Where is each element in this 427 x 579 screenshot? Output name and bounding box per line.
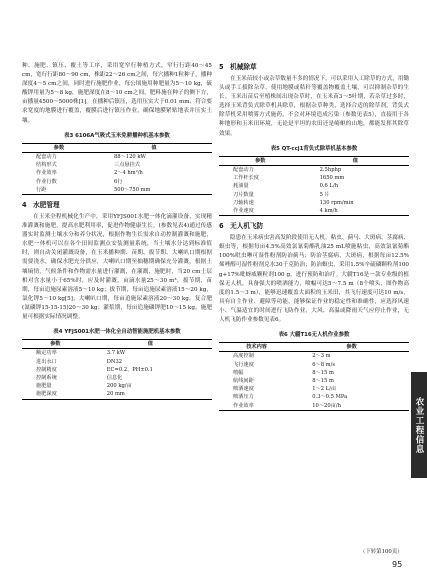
param-name: 航线间距 (233, 378, 254, 385)
param-value: 4 km/h (319, 207, 338, 214)
param-value: 1650 mm (319, 175, 345, 182)
table-row (22, 349, 212, 358)
param-name: 喷洒压力 (233, 394, 254, 401)
param-value: 0.6 L/h (319, 183, 339, 190)
param-name: 飞行速度 (233, 361, 254, 368)
table-row (22, 374, 212, 382)
param-name: 作业速度 (233, 207, 254, 214)
section6-paragraph: 隐患在玉米病虫害高发阶段使用无人机，粘虫、蓟马、大斑病、茎腐病、螟虫等，根据每亩4.5%高效氯氰菊酯乳油25 mL喷施粘虫，高效氯氰菊酯100%吡虫啉可湿性粉剂防治蓟马；防治茎腐病，大斑病，根据每亩12.5%烯唑醇可湿性粉剂兑水30千克防治；防治螟虫，采用1.5%辛硫磷颗粒剂100 g+17%吡蚜威颗粒剂100 g，进行预防和治疗。大疆T16是一款专业级的植保无人机，具备强大的喷洒能力，喷幅可达5～7.5 m（8个喷头，图作物高度的1.5～3 m），能够迅速覆盖大面积的玉米田，其飞行速度可达10 m/s，具有自主作业、避障等功能，能够保证作业的稳定性和准确性，应选择风速小、气温适宜的时间进行飞防作业，大风、高温或降雨天气应停止作业，无人机飞防作业参数见表6。 (219, 235, 410, 324)
table-row (22, 169, 212, 177)
table4-caption: 表4 YFJS001水肥一体化全自动智能施肥机基本参数 (53, 329, 181, 336)
intro-paragraph: 种、施肥、镇压、覆土等工序，采用宽窄行种植方式，窄行行距40～45 cm，宽行行距80～90 cm，株距22～26 cm之间，每穴播种1粒种子，播种深度4～5 cm之间，同时进行施肥作业，每公顷施用种肥量为5～10 kg，硫酸钾用量为5～8 kg，施肥深度在8～10 cm之间，肥料施在种子的侧下方，亩播量4500～5000株[1]。在播种后镇压，选用压实大于0.01 mm、符合要求宽度的地膜进行覆盖，覆膜后进行镇压作业，确保地膜紧贴地表并压实土壤。 (22, 63, 212, 124)
table-header-row (219, 156, 409, 165)
table5-weeder-params (219, 156, 409, 216)
param-name: 进出水口 (36, 358, 57, 365)
param-value: EC=0.2、PH±0.1 (106, 366, 153, 373)
param-value: 20 mm (106, 391, 125, 398)
table-header-cell: 值 (89, 340, 212, 349)
table-row (219, 402, 409, 411)
table-header-cell: 技术内容 (219, 343, 294, 352)
param-name: 刀轴转速 (233, 199, 254, 206)
param-name: 控制精度 (36, 366, 57, 373)
table-row (22, 390, 212, 399)
table-row (22, 186, 212, 195)
param-value: 8～15 m (312, 369, 334, 376)
section4-paragraph: 在玉米全程机械化生产中，采用YFJS001水肥一体化滴灌设备，实现精准灌溉和施肥，提高水肥利用率，促进作物健康生长。(参数见表4)通过传感器实时监测土壤水分和养分状况，根据作物生长需求自动控制灌溉和施肥，水肥一体机可以在各个田间监测点安装测量系统，当土壤水分达到标准值时，则自动关闭灌溉设备，在玉米播种期、苗期、拔节期、大喇叭口期根据需要浇水，确保水肥充分供应，大喇叭口期至抽穗期确保充分灌溉，根据土壤墒情，气候条件和作物需水量进行灌溉，在灌溉、施肥时，当20 cm土层相对含水量小于65%时，应及时灌溉，亩滴水量25～30 m³，拔节期、苗期，每亩追施尿素溶液5～10 kg；拔节期，每亩追施尿素溶液15～20 kg，氯化钾5～10 kg[5]；大喇叭口期，每亩追施尿素溶液20～30 kg，复合肥(氮磷钾15-15-15)20～30 kg；灌浆期，每亩追施磷钾肥10～15 kg。施肥量可根据实际情况调整。 (22, 213, 212, 320)
param-name: 作业行数 (36, 178, 57, 185)
table-row (219, 361, 409, 369)
table-header-row (22, 143, 212, 152)
param-value: 2～4 hm²/h (114, 170, 143, 177)
param-name: 作业效率 (36, 170, 57, 177)
table-header-cell: 参数 (22, 340, 89, 349)
page-number: 95 (392, 560, 403, 569)
table6-drone-params (219, 342, 409, 411)
param-name: 喷幅 (233, 369, 244, 376)
table-row (219, 199, 409, 207)
param-value: 信息化 (106, 375, 123, 381)
table-row (22, 178, 212, 186)
param-value: 三点悬挂式 (114, 162, 140, 169)
table-row (22, 161, 212, 169)
table-row (22, 152, 212, 161)
table-row (219, 385, 409, 393)
param-name: 结构形式 (36, 162, 57, 169)
param-name: 施肥深度 (36, 391, 57, 398)
param-name: 额定功率 (36, 350, 57, 357)
table-row (219, 393, 409, 401)
table6-caption: 表6 大疆T16无人机作业参数 (278, 332, 350, 339)
param-name: 喷洒速度 (233, 386, 254, 393)
param-name: 控制系统 (36, 375, 57, 381)
param-value: 500～750 mm (114, 186, 151, 193)
table-row (22, 366, 212, 374)
table-row (219, 182, 409, 190)
table-row (219, 191, 409, 199)
section6-heading: 6 无人机飞防 (219, 222, 264, 231)
table-row (219, 207, 409, 216)
table-header-row (219, 343, 409, 352)
param-value: 10～20亩/h (312, 402, 341, 409)
param-value: 130 rpm/min (319, 199, 354, 206)
param-value: 3.7 kW (106, 350, 126, 357)
table-row (219, 165, 409, 174)
param-value: 200 kg/亩 (106, 383, 132, 390)
table4-fertigation-params (22, 339, 212, 399)
table-header-row (22, 340, 212, 349)
table-row (22, 358, 212, 366)
param-name: 刀片数量 (233, 191, 254, 198)
param-value: 2～3 m (312, 353, 331, 360)
table-header-cell: 值 (96, 143, 212, 152)
right-column (219, 62, 409, 411)
param-value: 0.3～0.5 MPa (312, 394, 348, 401)
table5-caption: 表5 QT-ccj1背负式除草机基本参数 (270, 145, 358, 152)
section5-paragraph: 在玉米苗较小或杂草数量不多的情况下，可以采用人工除草的方式，用锄头或手工拔除杂草。使用地膜或秸秆等覆盖物覆盖土壤，可以抑制杂草的生长。玉米出苗后至植株间出现杂草时，在玉米苗3～5叶期，若杂草过多时，选择玉米背负式除草机具除草，根据杂草种类，选择合适的除草剂，背负式除草机采用喷雾方式施药，不会对环境造成污染（参数见表5），直接用于各种地形和玉米田环境，无论是平坦的农田还是崎岖的山地，都能发挥其除草效果。 (219, 76, 410, 137)
table3-caption: 表3 6106A气吸式玉米免耕播种机基本参数 (64, 132, 170, 139)
table3-seeder-params (22, 143, 212, 195)
param-value: 5 片 (319, 191, 330, 198)
left-column (22, 62, 212, 400)
param-value: 6～8 m/s (312, 361, 336, 368)
param-value: 88～120 kW (114, 153, 146, 160)
continued-note: （下转第100页） (360, 549, 403, 555)
param-value: DN32 (106, 358, 123, 365)
param-name: 高度控制 (233, 353, 254, 360)
section4-heading: 4 水肥管理 (22, 200, 60, 209)
param-name: 工作杆长度 (233, 175, 259, 182)
journal-section-label: 农业工程信息 (414, 396, 424, 454)
param-name: 作业效率 (233, 402, 254, 409)
table-header-cell: 参数 (22, 143, 96, 152)
table-row (219, 369, 409, 377)
table-row (219, 174, 409, 182)
param-name: 耗油量 (233, 183, 249, 190)
param-name: 施肥量 (36, 383, 52, 390)
param-value: 6行 (114, 178, 123, 185)
param-name: 配套动力 (36, 153, 57, 160)
table-row (219, 377, 409, 385)
table-row (22, 382, 212, 390)
section5-heading: 5 机械除草 (219, 63, 257, 71)
param-name: 行距 (36, 186, 47, 193)
table-header-cell: 参数 (294, 343, 409, 352)
journal-section-tab (411, 372, 427, 478)
param-value: 2.5hphp (319, 166, 342, 173)
table-header-cell: 参数 (219, 156, 302, 165)
param-value: 8～15 m (312, 378, 334, 385)
param-name: 配套动力 (233, 166, 254, 173)
table-row (219, 352, 409, 361)
table-header-cell: 值 (302, 156, 409, 165)
param-value: 1～2 L/亩 (312, 386, 337, 393)
